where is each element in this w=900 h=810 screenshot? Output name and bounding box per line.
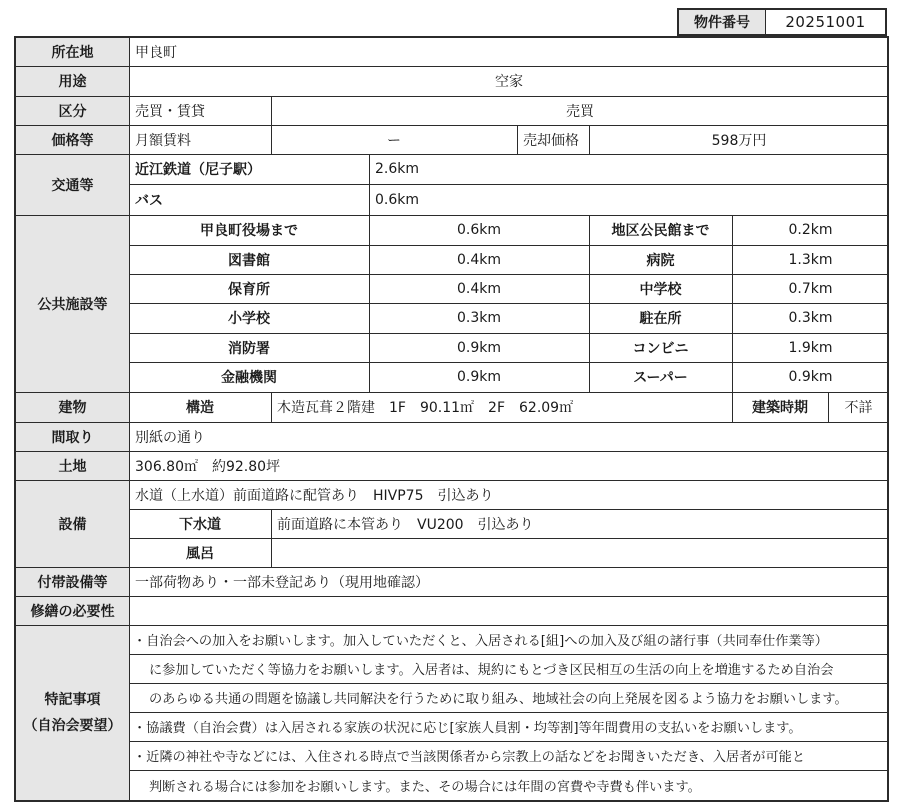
location-value: 甲良町 — [135, 45, 177, 61]
facility-right-value-3: 0.3km — [788, 310, 833, 326]
column-divider — [271, 96, 272, 154]
structure-value: 木造瓦葺２階建 1F 90.11㎡ 2F 62.09㎡ — [277, 400, 574, 416]
row-divider — [16, 422, 889, 423]
remark-line-2: のあらゆる共通の問題を協議し共同解決を行うために取り組み、地域社会の向上発展を図るよう協力をお願いします。 — [149, 692, 848, 707]
facility-left-value-2: 0.4km — [456, 280, 501, 297]
row-divider — [16, 392, 889, 393]
remarks-label-line2: （自治会要望） — [23, 717, 122, 734]
facility-row-divider — [129, 303, 889, 304]
facility-left-name-5: 金融機関 — [221, 370, 277, 386]
facility-left-name-3: 小学校 — [228, 311, 270, 327]
category-options: 売買・賃貸 — [135, 103, 205, 120]
usage-value: 空家 — [495, 74, 523, 90]
row-divider — [16, 596, 889, 597]
facility-row-divider — [129, 333, 889, 334]
land-label: 土地 — [16, 451, 129, 480]
facility-left-value-3: 0.3km — [456, 310, 501, 326]
property-number-box — [677, 8, 887, 36]
column-divider — [589, 215, 590, 392]
column-divider — [271, 509, 272, 567]
facility-row-divider — [129, 245, 889, 246]
facility-right-value-2: 0.7km — [788, 280, 833, 297]
sale-price-label: 売却価格 — [523, 132, 579, 149]
building-label: 建物 — [16, 392, 129, 422]
facility-right-name-0: 地区公民館まで — [611, 223, 710, 239]
build-period-label: 建築時期 — [752, 400, 808, 416]
facility-left-value-0: 0.6km — [456, 222, 501, 238]
row-divider — [16, 66, 889, 67]
column-divider — [828, 392, 829, 422]
transport-label: 交通等 — [16, 154, 129, 215]
transport-name-0: 近江鉄道（尼子駅） — [135, 162, 261, 178]
attached-value: 一部荷物あり・一部未登記あり（現用地確認） — [135, 574, 429, 591]
facility-right-value-5: 0.9km — [788, 369, 833, 385]
row-divider — [16, 480, 889, 481]
facilities-label: 公共施設等 — [16, 215, 129, 392]
facility-right-name-4: コンビニ — [632, 340, 689, 357]
equipment-row-divider — [129, 509, 889, 510]
facility-left-name-4: 消防署 — [228, 340, 270, 357]
row-divider — [16, 125, 889, 126]
remark-row-divider — [129, 683, 889, 684]
facility-row-divider — [129, 362, 889, 363]
sewer-value: 前面道路に本管あり VU200 引込あり — [277, 516, 534, 533]
repair-value — [129, 596, 889, 625]
property-number-label: 物件番号 — [679, 10, 766, 34]
bath-label: 風呂 — [186, 545, 214, 562]
property-info-sheet — [14, 36, 889, 802]
facility-left-name-0: 甲良町役場まで — [200, 223, 298, 239]
equipment-row-divider — [129, 538, 889, 539]
remarks-label — [16, 625, 129, 800]
equipment-label: 設備 — [16, 480, 129, 567]
facility-right-value-1: 1.3km — [788, 251, 833, 268]
row-divider — [16, 567, 889, 568]
label-column-divider — [129, 38, 130, 800]
build-period-value: 不詳 — [844, 400, 873, 416]
column-divider — [517, 125, 518, 154]
bath-value — [271, 538, 889, 567]
property-number-value: 20251001 — [785, 13, 866, 31]
attached-label: 付帯設備等 — [16, 567, 129, 596]
row-divider — [16, 96, 889, 97]
category-label: 区分 — [16, 96, 129, 125]
row-divider — [16, 154, 889, 155]
remark-line-5: 判断される場合には参加をお願いします。また、その場合には年間の宮費や寺費も伴います。 — [149, 779, 701, 795]
facility-left-value-4: 0.9km — [456, 339, 501, 356]
column-divider — [271, 392, 272, 422]
row-divider — [16, 625, 889, 626]
column-divider — [732, 215, 733, 392]
facility-right-name-5: スーパー — [633, 370, 688, 386]
price-label: 価格等 — [16, 125, 129, 154]
row-divider — [16, 215, 889, 216]
usage-label: 用途 — [16, 66, 129, 96]
remark-line-4: ・近隣の神社や寺などには、入住される時点で当該関係者から宗教上の話などをお聞きいただき、入居者が可能と — [133, 750, 806, 765]
land-value: 306.80㎡ 約92.80坪 — [135, 458, 281, 475]
transport-row-divider — [129, 184, 889, 185]
rent-value: ー — [387, 132, 401, 149]
column-divider — [369, 154, 370, 392]
transport-value-0: 2.6km — [375, 161, 420, 177]
remark-line-3: ・協議費（自治会費）は入居される家族の状況に応じ[家族人員割・均等割]等年間費用の支払いをお願いします。 — [133, 721, 802, 736]
remark-line-0: ・自治会への加入をお願いします。加入していただくと、入居される[組]への加入及び組の諸行事（共同奉仕作業等） — [133, 634, 828, 649]
rent-label: 月額賃料 — [135, 132, 191, 149]
sewer-label: 下水道 — [179, 516, 221, 533]
facility-left-value-1: 0.4km — [456, 251, 501, 268]
location-label: 所在地 — [16, 38, 129, 66]
category-value: 売買 — [566, 103, 594, 120]
remark-row-divider — [129, 741, 889, 742]
transport-value-1: 0.6km — [375, 191, 420, 208]
structure-label: 構造 — [186, 400, 214, 416]
water-value: 水道（上水道）前面道路に配管あり HIVP75 引込あり — [135, 487, 494, 504]
facility-left-value-5: 0.9km — [456, 369, 501, 385]
remarks-label-line1: 特記事項 — [44, 691, 101, 708]
facility-right-value-4: 1.9km — [788, 339, 833, 356]
layout-label: 間取り — [16, 422, 129, 451]
transport-name-1: バス — [135, 192, 163, 209]
column-divider — [589, 125, 590, 154]
facility-right-name-3: 駐在所 — [639, 311, 682, 327]
remark-line-1: に参加していただく等協力をお願いします。入居者は、規約にもとづき区民相互の生活の向上を増進するため自治会 — [149, 663, 834, 678]
facility-left-name-2: 保育所 — [228, 281, 270, 298]
row-divider — [16, 451, 889, 452]
facility-right-name-2: 中学校 — [639, 281, 682, 298]
facility-right-value-0: 0.2km — [788, 222, 833, 238]
facility-left-name-1: 図書館 — [228, 252, 270, 269]
remark-row-divider — [129, 770, 889, 771]
sale-price-value: 598万円 — [711, 132, 767, 149]
layout-value: 別紙の通り — [135, 429, 205, 446]
facility-row-divider — [129, 274, 889, 275]
remark-row-divider — [129, 654, 889, 655]
remark-row-divider — [129, 712, 889, 713]
facility-right-name-1: 病院 — [646, 252, 675, 269]
column-divider — [732, 392, 733, 422]
repair-label: 修繕の必要性 — [16, 596, 129, 625]
